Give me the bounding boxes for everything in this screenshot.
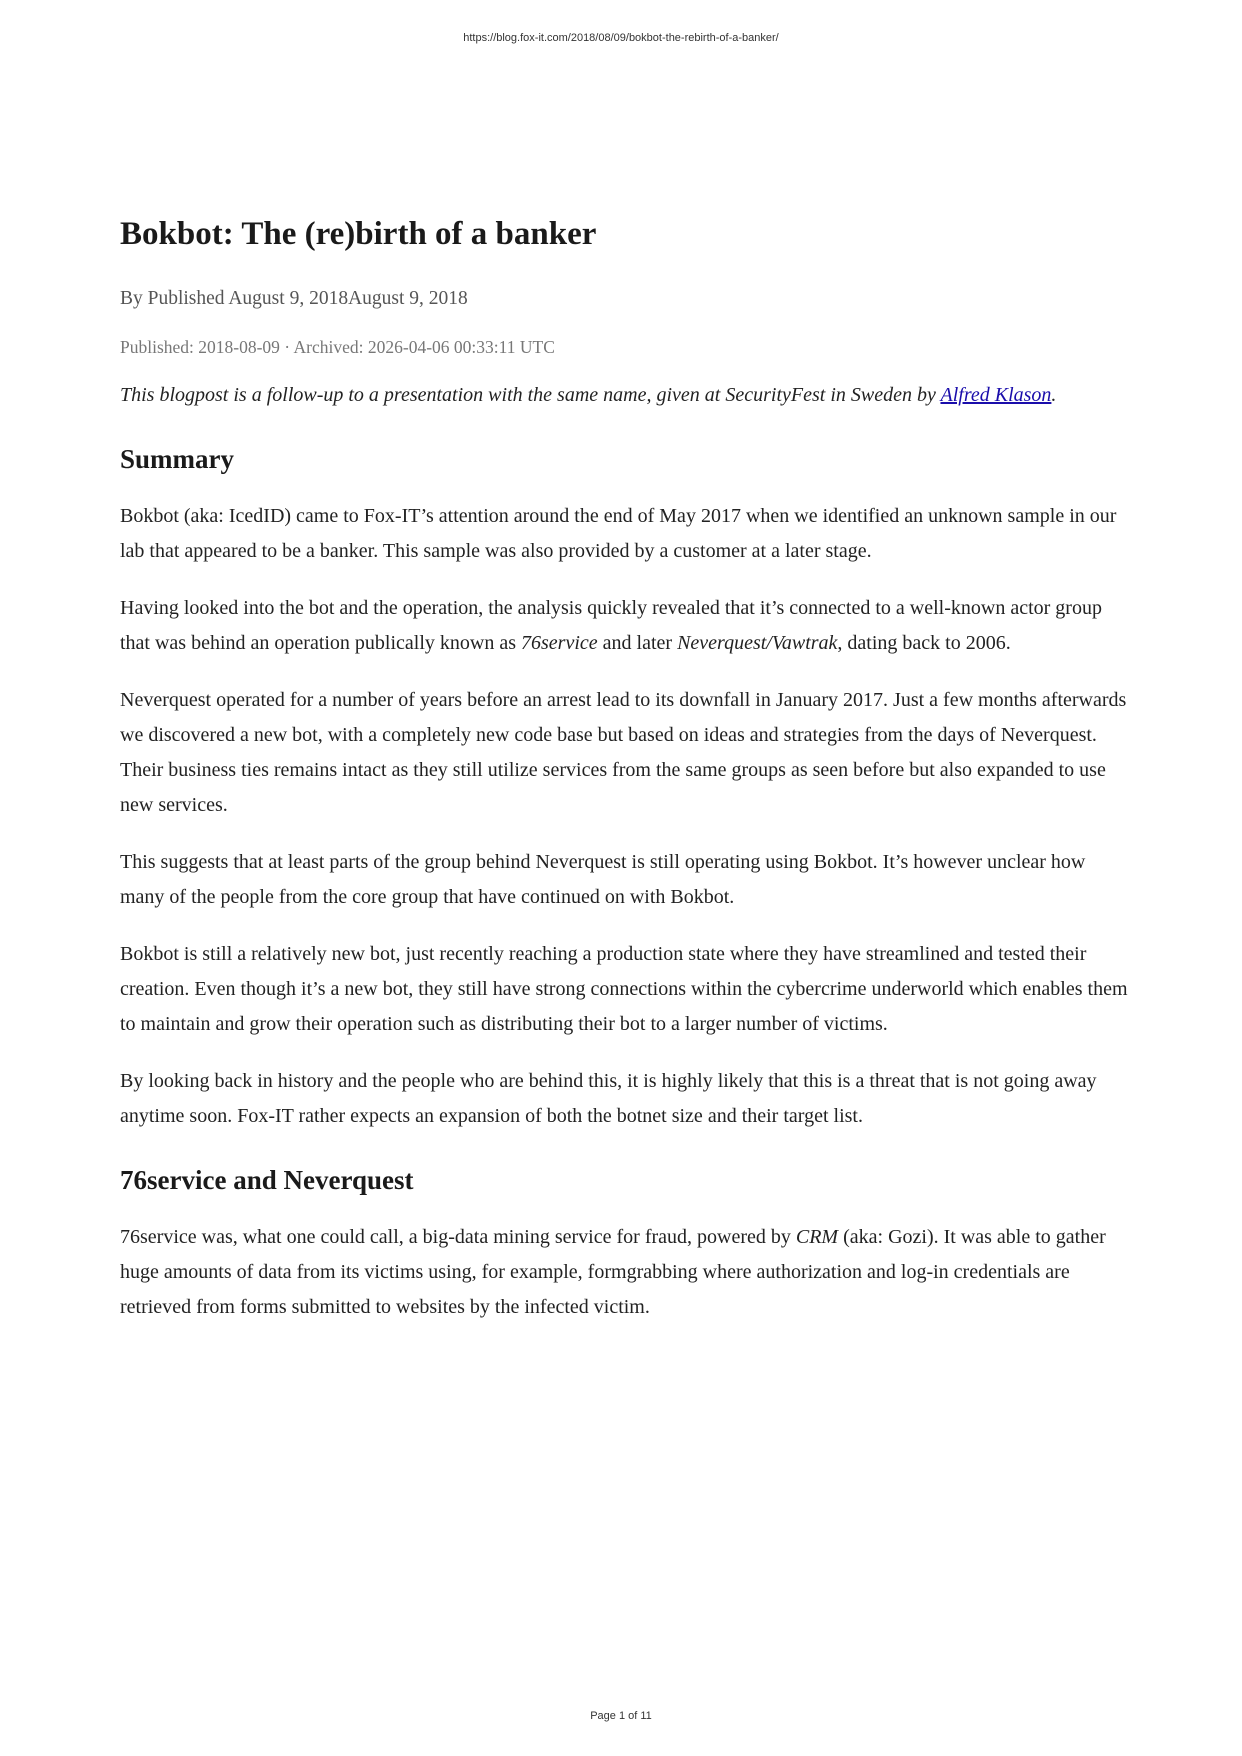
page-number: Page 1 of 11 [590, 1710, 652, 1722]
text: Having looked into the bot and the operation, the analysis quickly revealed that it’s connected to a well-known actor group that was behind an operation publically known as [120, 597, 1102, 654]
paragraph [120, 591, 1132, 661]
intro-end: . [1051, 384, 1057, 406]
emphasis: CRM [795, 1226, 839, 1248]
text: , dating back to 2006. [837, 632, 1011, 654]
page-url-header: https://blog.fox-it.com/2018/08/09/bokbot-the-rebirth-of-a-banker/ [463, 32, 779, 44]
article-title: Bokbot: The (re)birth of a banker [120, 216, 597, 252]
byline: By Published August 9, 2018August 9, 2018 [120, 288, 468, 309]
intro-paragraph [120, 378, 1132, 413]
paragraph: Bokbot (aka: IcedID) came to Fox-IT’s attention around the end of May 2017 when we identified an unknown sample in our lab that appeared to be a banker. This sample was also provided by a customer at a later stage. [120, 505, 1117, 562]
paragraph: By looking back in history and the people who are behind this, it is highly likely that this is a threat that is not going away anytime soon. Fox-IT rather expects an expansion of both the botnet size and their target list. [120, 1070, 1097, 1127]
text: 76service was, what one could call, a big-data mining service for fraud, powered by [120, 1226, 796, 1248]
article [120, 212, 1132, 1347]
section-heading-76service: 76service and Neverquest [120, 1165, 414, 1195]
intro-text: This blogpost is a follow-up to a presentation with the same name, given at SecurityFest in Sweden by [120, 384, 941, 406]
author-link[interactable]: Alfred Klason [940, 384, 1052, 406]
emphasis: 76service [521, 632, 598, 654]
text: (aka: Gozi). It was able to gather huge amounts of data from its victims using, for example, formgrabbing where authorization and log-in credentials are retrieved from forms submitted to websites by the infected victim. [120, 1226, 1106, 1318]
paragraph [120, 1220, 1132, 1325]
section-heading-summary: Summary [120, 444, 234, 474]
paragraph: This suggests that at least parts of the group behind Neverquest is still operating using Bokbot. It’s however unclear how many of the people from the core group that have continued on with Bokbot. [120, 851, 1086, 908]
publish-meta: Published: 2018-08-09 · Archived: 2026-04-06 00:33:11 UTC [120, 337, 555, 357]
emphasis: Neverquest/Vawtrak [677, 632, 838, 654]
text: and later [597, 632, 678, 654]
paragraph: Bokbot is still a relatively new bot, just recently reaching a production state where they have streamlined and tested their creation. Even though it’s a new bot, they still have strong connections within the cybercrime underworld which enables them to maintain and grow their operation such as distributing their bot to a larger number of victims. [120, 943, 1128, 1035]
paragraph: Neverquest operated for a number of years before an arrest lead to its downfall in January 2017. Just a few months afterwards we discovered a new bot, with a completely new code base but based on ideas and strategies from the days of Neverquest. Their business ties remains intact as they still utilize services from the same groups as seen before but also expanded to use new services. [120, 689, 1127, 816]
